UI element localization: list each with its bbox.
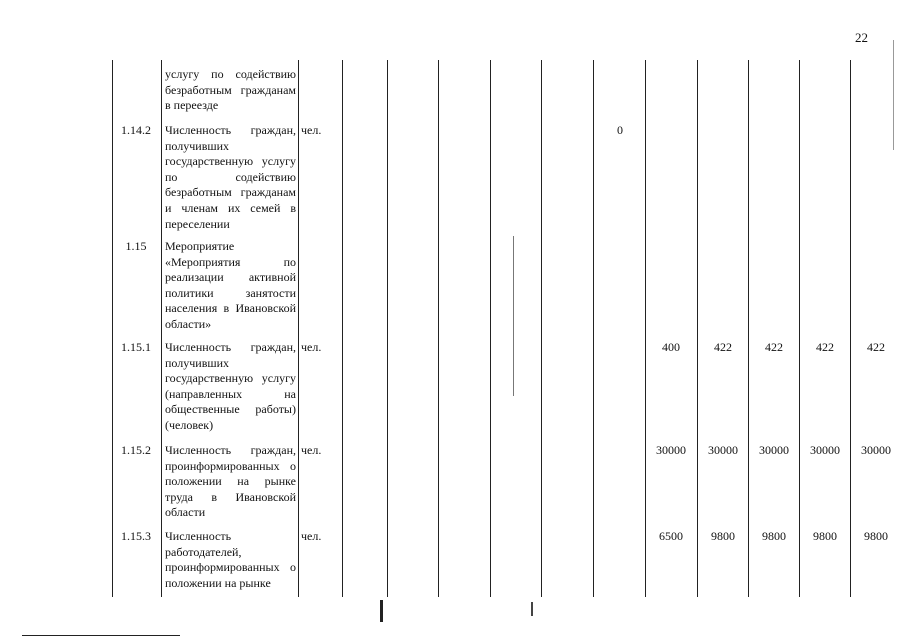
- column-border: [645, 60, 646, 597]
- row-value: 9800: [864, 529, 888, 543]
- row-value: 422: [714, 340, 732, 354]
- row-name: Мероприятие «Мероприятия по реализации активной политики занятости населения в Ивановской области»: [165, 239, 296, 331]
- row-number: 1.15: [125, 239, 147, 253]
- page-number: 22: [855, 30, 868, 45]
- row-unit: чел.: [301, 443, 322, 457]
- row-value: 0: [617, 123, 623, 137]
- scan-mark: [380, 600, 383, 622]
- row-value: 422: [867, 340, 885, 354]
- column-border: [438, 60, 439, 597]
- footer-rule: [22, 635, 180, 636]
- row-value: 30000: [656, 443, 686, 457]
- column-border: [541, 60, 542, 597]
- column-border: [387, 60, 388, 597]
- row-name: Численность граждан, получивших государственную услугу по содействию безработным гражданам и членам их семей в переселении: [165, 123, 296, 231]
- row-number: 1.15.1: [121, 340, 151, 354]
- column-border: [342, 60, 343, 597]
- scan-mark: [531, 602, 533, 616]
- row-number: 1.14.2: [121, 123, 151, 137]
- row-value: 400: [662, 340, 680, 354]
- row-value: 9800: [711, 529, 735, 543]
- row-name: Численность граждан, проинформированных о положении на рынке труда в Ивановской области: [165, 443, 296, 520]
- row-number: 1.15.3: [121, 529, 151, 543]
- scan-mark: [893, 40, 894, 150]
- row-value: 9800: [762, 529, 786, 543]
- column-border: [850, 60, 851, 597]
- row-name: Численность граждан, получивших государственную услугу (направленных на общественные работы) (человек): [165, 340, 296, 432]
- column-border: [697, 60, 698, 597]
- row-unit: чел.: [301, 123, 322, 137]
- row-value: 9800: [813, 529, 837, 543]
- row-value: 422: [765, 340, 783, 354]
- scan-mark: [513, 236, 514, 396]
- column-border: [748, 60, 749, 597]
- row-number: 1.15.2: [121, 443, 151, 457]
- column-border: [298, 60, 299, 597]
- row-value: 422: [816, 340, 834, 354]
- column-border: [490, 60, 491, 597]
- row-value: 6500: [659, 529, 683, 543]
- row-value: 30000: [861, 443, 891, 457]
- row-value: 30000: [759, 443, 789, 457]
- column-border: [799, 60, 800, 597]
- row-name: Численность работодателей, проинформированных о положении на рынке: [165, 529, 296, 590]
- row-unit: чел.: [301, 340, 322, 354]
- row-name: услугу по содействию безработным гражданам в переезде: [165, 67, 296, 113]
- column-border: [593, 60, 594, 597]
- column-border: [161, 60, 162, 597]
- row-value: 30000: [708, 443, 738, 457]
- row-unit: чел.: [301, 529, 322, 543]
- column-border: [112, 60, 113, 597]
- row-value: 30000: [810, 443, 840, 457]
